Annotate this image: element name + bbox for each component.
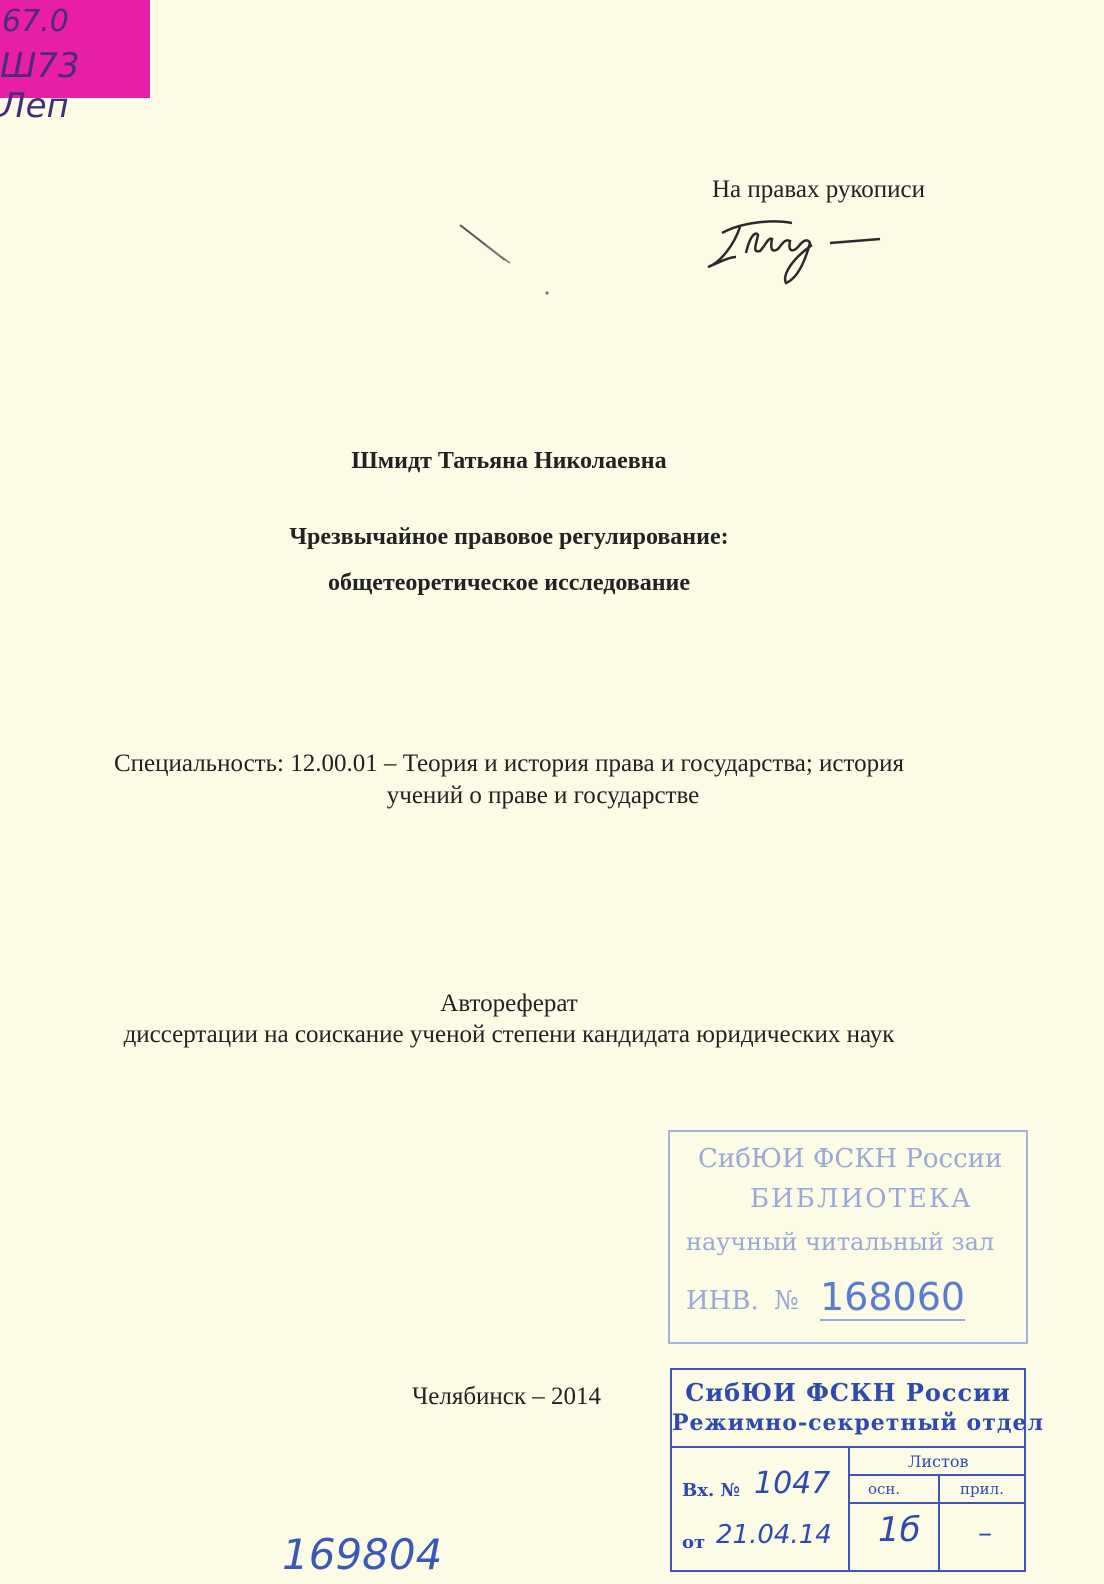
library-stamp-library: БИБЛИОТЕКА: [750, 1184, 973, 1214]
library-stamp-institution: СибЮИ ФСКН России: [698, 1144, 1003, 1174]
degree-description: диссертации на соискание ученой степени кандидата юридических наук: [123, 1021, 895, 1048]
library-stamp: [668, 1130, 1028, 1344]
secret-department-stamp: [670, 1368, 1044, 1572]
secret-stamp-divider: [848, 1446, 850, 1570]
library-sticker: [0, 0, 150, 126]
pencil-mark: [455, 215, 565, 305]
sticker-shelf-mark: Ш73 Леп: [0, 46, 80, 126]
secret-stamp-institution: СибЮИ ФСКН России: [685, 1378, 1011, 1407]
library-stamp-inv-label: ИНВ.: [686, 1286, 759, 1316]
specialty-line-2: учений о праве и государстве: [386, 782, 700, 809]
author-name: Шмидт Татьяна Николаевна: [351, 448, 667, 474]
secret-stamp-sheets-label: Листов: [908, 1452, 969, 1471]
secret-stamp-incoming-number: 1047: [754, 1466, 831, 1501]
work-kind: Автореферат: [440, 990, 578, 1017]
dissertation-title-line-2: общетеоретическое исследование: [327, 570, 690, 596]
secret-stamp-department: Режимно-секретный отдел: [672, 1410, 1044, 1436]
secret-stamp-date-label: от: [682, 1532, 706, 1553]
specialty-line-1: Специальность: 12.00.01 – Теория и история права и государства; история: [113, 750, 904, 777]
secret-stamp-divider: [848, 1474, 1024, 1476]
secret-stamp-divider: [848, 1502, 1024, 1504]
author-signature: [700, 205, 890, 295]
secret-stamp-divider: [938, 1474, 940, 1570]
manuscript-rights-note: На правах рукописи: [712, 176, 925, 203]
secret-stamp-date: 21.04.14: [716, 1520, 832, 1550]
secret-stamp-main-label: осн.: [868, 1480, 901, 1498]
place-and-year: Челябинск – 2014: [412, 1383, 602, 1410]
secret-stamp-incoming-label: Вх. №: [682, 1480, 741, 1501]
dissertation-title-line-1: Чрезвычайное правовое регулирование:: [289, 524, 729, 550]
secret-stamp-appendix-value: –: [978, 1516, 992, 1549]
sticker-code: 67.0: [2, 4, 69, 39]
library-stamp-no-label: №: [774, 1286, 799, 1316]
library-stamp-reading-room: научный читальный зал: [686, 1228, 995, 1256]
library-stamp-inv-number: 168060: [820, 1275, 966, 1319]
secret-stamp-appendix-label: прил.: [960, 1480, 1004, 1498]
secret-stamp-main-value: 1б: [878, 1510, 921, 1550]
handwritten-number: 169804: [282, 1530, 443, 1579]
